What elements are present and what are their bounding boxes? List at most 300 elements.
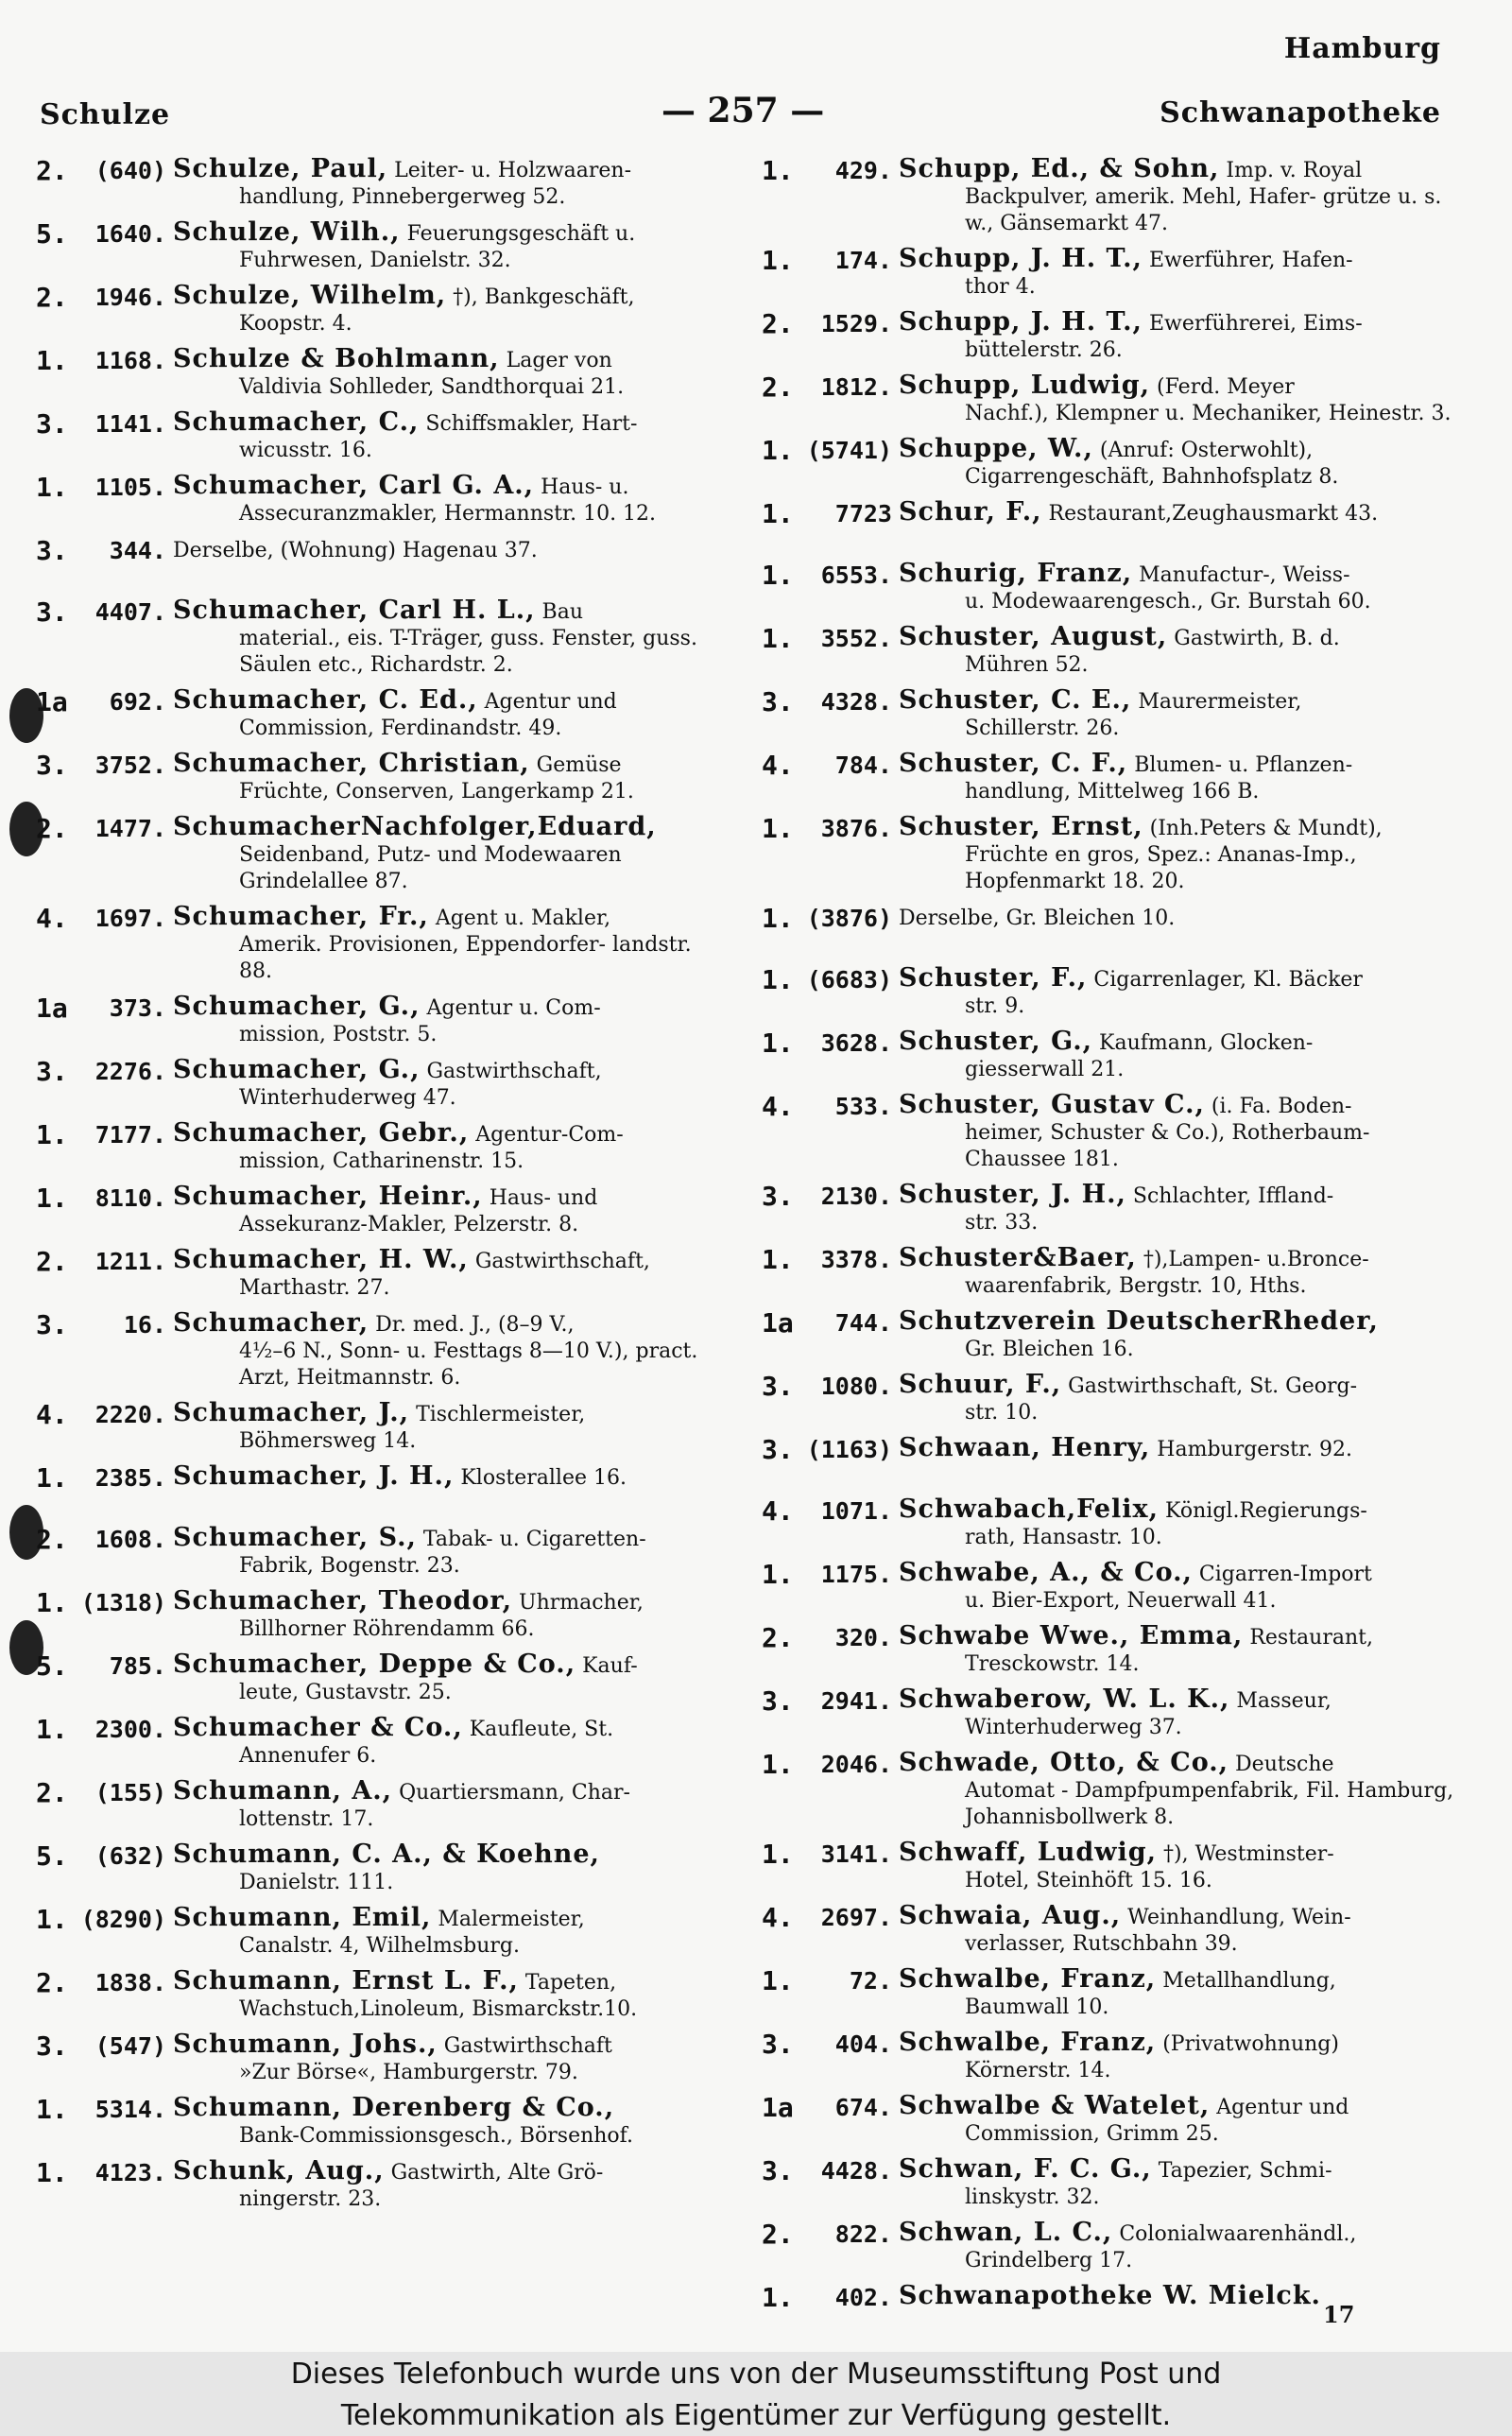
subscriber-description: Agent u. Makler,: [435, 907, 611, 930]
subscriber-name: Schwan, F. C. G.,: [899, 2154, 1152, 2184]
subscriber-name: Schumacher, Christian,: [173, 749, 530, 778]
subscriber-description: Kaufleute, St.: [469, 1718, 614, 1741]
exchange-number: 3.: [36, 1056, 68, 1087]
subscriber-description: Gastwirthschaft,: [474, 1250, 650, 1273]
subscriber-description: Gastwirth, Alte Grö-: [390, 2161, 604, 2185]
subscriber-address: Seidenband, Putz- und Modewaaren Grindelallee 87.: [239, 843, 622, 893]
subscriber-description: Masseur,: [1236, 1689, 1332, 1713]
exchange-number: 1.: [762, 498, 794, 529]
subscriber-address: str. 10.: [965, 1401, 1039, 1425]
phone-number: 1105.: [94, 474, 166, 501]
subscriber-address: verlasser, Rutschbahn 39.: [965, 1932, 1238, 1956]
subscriber-name: Schumacher, C. Ed.,: [173, 685, 478, 715]
exchange-number: 3.: [36, 750, 68, 781]
subscriber-name: Schuppe, W.,: [899, 434, 1093, 463]
subscriber-description: Colonialwaarenhändl.,: [1119, 2222, 1357, 2246]
directory-entry: [762, 814, 1456, 895]
subscriber-description: Agentur u. Com-: [426, 996, 601, 1020]
subscriber-name: Schumacher, S.,: [173, 1523, 417, 1552]
phone-number: 2300.: [94, 1716, 166, 1743]
subscriber-description: Agentur und: [1216, 2096, 1349, 2119]
exchange-number: 3.: [36, 408, 68, 440]
subscriber-address: Baumwall 10.: [965, 1995, 1109, 2019]
subscriber-address: Gr. Bleichen 16.: [965, 1338, 1134, 1361]
directory-entry: [36, 597, 726, 679]
subscriber-description: Tischlermeister,: [416, 1403, 586, 1426]
subscriber-address: rath, Hansastr. 10.: [965, 1526, 1162, 1549]
phone-number: 784.: [834, 752, 892, 779]
left-column: [36, 156, 726, 2221]
exchange-number: 1.: [762, 623, 794, 654]
phone-number: 1812.: [820, 373, 892, 401]
subscriber-address: material., eis. T-Träger, guss. Fenster, guss. Säulen etc., Richardstr. 2.: [239, 627, 697, 677]
subscriber-description: Gemüse: [536, 753, 622, 777]
subscriber-name: Schwabe, A., & Co.,: [899, 1558, 1193, 1587]
subscriber-address: Amerik. Provisionen, Eppendorfer- landstr. 88.: [239, 933, 692, 983]
phone-number: (6683): [806, 966, 892, 993]
exchange-number: 2.: [36, 813, 68, 844]
subscriber-address: Körnerstr. 14.: [965, 2059, 1111, 2082]
exchange-number: 1.: [762, 964, 794, 995]
sheet-number: 17: [1323, 2301, 1355, 2328]
directory-entry: [762, 561, 1456, 615]
subscriber-name: Schutzverein DeutscherRheder,: [899, 1306, 1379, 1336]
city-header: Hamburg: [1283, 32, 1441, 65]
subscriber-description: Gastwirthschaft,: [426, 1060, 602, 1083]
subscriber-description: Haus- und: [489, 1186, 598, 1210]
subscriber-address: u. Modewaarengesch., Gr. Burstah 60.: [965, 590, 1371, 613]
subscriber-address: Commission, Ferdinandstr. 49.: [239, 717, 562, 740]
phone-number: 7177.: [94, 1121, 166, 1149]
subscriber-name: Schuster, J. H.,: [899, 1180, 1126, 1209]
subscriber-address: »Zur Börse«, Hamburgerstr. 79.: [239, 2061, 578, 2084]
subscriber-address: Grindelberg 17.: [965, 2249, 1133, 2272]
exchange-number: 1.: [36, 1587, 68, 1618]
subscriber-description: Leiter- u. Holzwaaren-: [394, 159, 632, 182]
exchange-number: 2.: [762, 308, 794, 339]
phone-number: 3378.: [820, 1246, 892, 1273]
directory-entry: [36, 687, 726, 742]
subscriber-address: Böhmersweg 14.: [239, 1429, 417, 1453]
directory-entry: [36, 1651, 726, 1706]
subscriber-description: Maurermeister,: [1138, 690, 1302, 714]
subscriber-description: Tapezier, Schmi-: [1158, 2159, 1332, 2183]
subscriber-name: Schupp, Ed., & Sohn,: [899, 154, 1220, 183]
subscriber-address: str. 9.: [965, 994, 1025, 1018]
exchange-number: 2.: [762, 1622, 794, 1653]
phone-number: 4407.: [94, 598, 166, 626]
exchange-number: 1.: [762, 1839, 794, 1870]
subscriber-description: Metallhandlung,: [1162, 1969, 1336, 1993]
subscriber-description: Gastwirthschaft: [443, 2034, 612, 2058]
phone-number: 3752.: [94, 752, 166, 779]
directory-entry: [36, 1400, 726, 1455]
subscriber-address: 4½–6 N., Sonn- u. Festtags 8—10 V.), pract. Arzt, Heitmannstr. 6.: [239, 1339, 698, 1390]
phone-number: 3552.: [820, 625, 892, 652]
exchange-number: 1.: [762, 813, 794, 844]
subscriber-name: Schuster, C. F.,: [899, 749, 1128, 778]
exchange-number: 3.: [762, 1181, 794, 1212]
exchange-number: 4.: [762, 1495, 794, 1527]
subscriber-address: Nachf.), Klempner u. Mechaniker, Heinestr. 3.: [965, 402, 1452, 425]
subscriber-description: Derselbe, (Wohnung) Hagenau 37.: [173, 539, 538, 562]
directory-entry: [36, 1057, 726, 1112]
phone-number: 2046.: [820, 1751, 892, 1778]
phone-number: 822.: [834, 2220, 892, 2248]
directory-entry: [36, 1463, 726, 1516]
phone-number: 4428.: [820, 2157, 892, 2185]
exchange-number: 1.: [762, 1749, 794, 1780]
left-catchword: Schulze: [40, 98, 171, 131]
phone-number: (8290): [80, 1906, 166, 1933]
directory-entry: [762, 1028, 1456, 1083]
subscriber-address: Fuhrwesen, Danielstr. 32.: [239, 249, 511, 272]
exchange-number: 3.: [762, 2029, 794, 2060]
exchange-number: 1.: [762, 903, 794, 934]
phone-number: 320.: [834, 1624, 892, 1651]
directory-entry: [762, 436, 1456, 491]
subscriber-address: Früchte en gros, Spez.: Ananas-Imp., Hopfenmarkt 18. 20.: [965, 843, 1357, 893]
subscriber-description: Gastwirth, B. d.: [1174, 627, 1340, 650]
phone-number: 4123.: [94, 2159, 166, 2186]
subscriber-name: Schumann, Johs.,: [173, 2030, 438, 2059]
exchange-number: 1.: [36, 472, 68, 503]
subscriber-address: leute, Gustavstr. 25.: [239, 1681, 452, 1704]
subscriber-description: Königl.Regierungs-: [1165, 1499, 1367, 1523]
subscriber-name: Schwalbe & Watelet,: [899, 2091, 1211, 2120]
directory-entry: [36, 1183, 726, 1238]
directory-entry: [36, 1778, 726, 1833]
directory-entry: [762, 372, 1456, 427]
phone-number: 3876.: [820, 815, 892, 842]
phone-number: (5741): [806, 437, 892, 464]
subscriber-address: Fabrik, Bogenstr. 23.: [239, 1554, 460, 1578]
exchange-number: 2.: [36, 1524, 68, 1555]
directory-entry: [762, 624, 1456, 679]
phone-number: (632): [94, 1842, 166, 1870]
phone-number: 1175.: [820, 1561, 892, 1588]
subscriber-address: Koopstr. 4.: [239, 312, 352, 336]
subscriber-description: (i. Fa. Boden-: [1211, 1095, 1352, 1118]
subscriber-address: u. Bier-Export, Neuerwall 41.: [965, 1589, 1277, 1613]
phone-number: (3876): [806, 905, 892, 932]
exchange-number: 4.: [762, 750, 794, 781]
subscriber-description: Restaurant,Zeughausmarkt 43.: [1048, 502, 1379, 526]
subscriber-description: Dr. med. J., (8–9 V.,: [375, 1313, 575, 1337]
subscriber-name: Schumacher, Deppe & Co.,: [173, 1650, 576, 1679]
directory-entry: [762, 2093, 1456, 2148]
subscriber-description: Manufactur-, Weiss-: [1139, 563, 1350, 587]
exchange-number: 1.: [762, 435, 794, 466]
phone-number: (547): [94, 2032, 166, 2060]
phone-number: 1838.: [94, 1969, 166, 1996]
exchange-number: 3.: [762, 1434, 794, 1465]
subscriber-name: Schupp, J. H. T.,: [899, 307, 1143, 337]
subscriber-description: Quartiersmann, Char-: [399, 1781, 630, 1805]
directory-entry: [36, 751, 726, 805]
subscriber-name: Schwanapotheke W. Mielck.: [899, 2281, 1321, 2310]
subscriber-address: Marthastr. 27.: [239, 1276, 390, 1300]
subscriber-description: Feuerungsgeschäft u.: [406, 222, 636, 246]
footer-line-1: Dieses Telefonbuch wurde uns von der Museumsstiftung Post und: [290, 2358, 1222, 2391]
exchange-number: 4.: [36, 903, 68, 934]
subscriber-name: Schupp, Ludwig,: [899, 371, 1151, 400]
subscriber-description: Deutsche: [1235, 1753, 1334, 1776]
exchange-number: 4.: [762, 1902, 794, 1933]
directory-entry: [36, 1525, 726, 1580]
subscriber-name: Schulze & Bohlmann,: [173, 344, 500, 373]
subscriber-description: (Privatwohnung): [1162, 2032, 1339, 2056]
phone-number: 1080.: [820, 1373, 892, 1400]
subscriber-name: Schuster&Baer,: [899, 1243, 1137, 1272]
exchange-number: 1.: [762, 155, 794, 186]
directory-entry: [36, 814, 726, 895]
subscriber-name: Schupp, J. H. T.,: [899, 244, 1143, 273]
phone-number: 8110.: [94, 1184, 166, 1212]
subscriber-name: Schwade, Otto, & Co.,: [899, 1748, 1229, 1777]
directory-entry: [36, 156, 726, 211]
exchange-number: 2.: [36, 1777, 68, 1808]
phone-number: (1163): [806, 1436, 892, 1463]
exchange-number: 1.: [762, 2282, 794, 2313]
directory-entry: [762, 1903, 1456, 1958]
subscriber-description: Klosterallee 16.: [460, 1466, 627, 1490]
right-column: [762, 156, 1456, 2344]
subscriber-description: Imp. v. Royal: [1226, 159, 1363, 182]
subscriber-address: ningerstr. 23.: [239, 2187, 382, 2211]
directory-entry: [36, 473, 726, 527]
subscriber-name: SchumacherNachfolger,Eduard,: [173, 812, 657, 841]
subscriber-address: Canalstr. 4, Wilhelmsburg.: [239, 1934, 520, 1958]
directory-entry: [762, 2220, 1456, 2274]
exchange-number: 4.: [36, 1399, 68, 1430]
subscriber-name: Schumacher, Carl G. A.,: [173, 471, 535, 500]
directory-entry: [762, 904, 1456, 957]
directory-entry: [36, 1841, 726, 1896]
subscriber-description: Bau: [541, 600, 583, 624]
phone-number: 5314.: [94, 2096, 166, 2123]
subscriber-description: Lager von: [506, 349, 612, 372]
subscriber-name: Schumacher, G.,: [173, 1055, 421, 1084]
subscriber-address: Winterhuderweg 37.: [965, 1716, 1182, 1739]
exchange-number: 1.: [762, 245, 794, 276]
subscriber-name: Schwalbe, Franz,: [899, 1964, 1157, 1994]
phone-number: (1318): [80, 1589, 166, 1616]
directory-entry: [762, 965, 1456, 1020]
phone-number: 344.: [109, 537, 166, 564]
subscriber-address: waarenfabrik, Bergstr. 10, Hths.: [965, 1274, 1307, 1298]
subscriber-name: Schumacher, H. W.,: [173, 1245, 469, 1274]
exchange-number: 2.: [36, 1246, 68, 1277]
subscriber-address: Automat - Dampfpumpenfabrik, Fil. Hamburg, Johannisbollwerk 8.: [965, 1779, 1454, 1829]
subscriber-name: Schumacher, Theodor,: [173, 1586, 513, 1615]
directory-entry: [762, 1750, 1456, 1831]
directory-entry: [36, 1968, 726, 2023]
subscriber-name: Schwan, L. C.,: [899, 2218, 1113, 2247]
exchange-number: 1a: [762, 1307, 794, 1339]
subscriber-description: †), Bankgeschäft,: [453, 285, 635, 309]
subscriber-address: büttelerstr. 26.: [965, 338, 1123, 362]
exchange-number: 5.: [36, 1840, 68, 1872]
phone-number: 2697.: [820, 1904, 892, 1931]
subscriber-name: Schur, F.,: [899, 497, 1042, 527]
phone-number: 1946.: [94, 284, 166, 311]
exchange-number: 1.: [36, 1183, 68, 1214]
exchange-number: 5.: [36, 218, 68, 250]
subscriber-address: Annenufer 6.: [239, 1744, 377, 1768]
exchange-number: 1.: [36, 1119, 68, 1150]
exchange-number: 1.: [36, 1462, 68, 1494]
subscriber-name: Schumacher, J.,: [173, 1398, 410, 1427]
subscriber-description: Agentur-Com-: [475, 1123, 624, 1147]
subscriber-description: Cigarren-Import: [1198, 1563, 1372, 1586]
exchange-number: 1a: [762, 2092, 794, 2123]
subscriber-name: Schumacher, Carl H. L.,: [173, 596, 536, 625]
phone-number: 674.: [834, 2094, 892, 2121]
phone-number: (155): [94, 1779, 166, 1806]
subscriber-address: Assekuranz-Makler, Pelzerstr. 8.: [239, 1213, 579, 1236]
subscriber-name: Schuur, F.,: [899, 1370, 1062, 1399]
subscriber-name: Schwaia, Aug.,: [899, 1901, 1122, 1930]
subscriber-description: Gastwirthschaft, St. Georg-: [1068, 1374, 1358, 1398]
subscriber-description: Agentur und: [484, 690, 617, 714]
directory-entry: [762, 2156, 1456, 2211]
directory-entry: [36, 283, 726, 337]
subscriber-address: Cigarrengeschäft, Bahnhofsplatz 8.: [965, 465, 1339, 489]
subscriber-description: Derselbe, Gr. Bleichen 10.: [899, 907, 1176, 930]
phone-number: 4328.: [820, 688, 892, 716]
phone-number: 2220.: [94, 1401, 166, 1428]
subscriber-address: Früchte, Conserven, Langerkamp 21.: [239, 780, 634, 803]
phone-number: 7723: [834, 500, 892, 527]
directory-entry: [762, 1623, 1456, 1678]
subscriber-description: Restaurant,: [1249, 1626, 1373, 1650]
subscriber-address: Commission, Grimm 25.: [965, 2122, 1219, 2146]
subscriber-address: wicusstr. 16.: [239, 439, 372, 462]
subscriber-description: Weinhandlung, Wein-: [1127, 1906, 1351, 1929]
exchange-number: 1.: [762, 1244, 794, 1275]
phone-number: 744.: [834, 1309, 892, 1337]
directory-entry: [36, 1588, 726, 1643]
subscriber-name: Schuster, F.,: [899, 963, 1088, 993]
subscriber-address: Assecuranzmakler, Hermannstr. 10. 12.: [239, 502, 657, 526]
subscriber-description: Haus- u.: [541, 475, 629, 499]
directory-entry: [36, 219, 726, 274]
exchange-number: 1.: [36, 1904, 68, 1935]
directory-entry: [762, 751, 1456, 805]
subscriber-name: Schumacher, Fr.,: [173, 902, 429, 931]
subscriber-name: Schunk, Aug.,: [173, 2156, 385, 2185]
exchange-number: 5.: [36, 1650, 68, 1682]
directory-entry: [762, 1686, 1456, 1741]
subscriber-address: Hotel, Steinhöft 15. 16.: [965, 1869, 1212, 1892]
subscriber-name: Schuster, August,: [899, 622, 1168, 651]
directory-entry: [36, 346, 726, 401]
phone-number: 2276.: [94, 1058, 166, 1085]
subscriber-description: †), Westminster-: [1163, 1842, 1334, 1866]
phone-number: 1529.: [820, 310, 892, 337]
directory-entry: [36, 993, 726, 1048]
exchange-number: 3.: [36, 596, 68, 628]
directory-entry: [762, 499, 1456, 552]
subscriber-description: Ewerführerei, Eims-: [1148, 312, 1363, 336]
directory-entry: [36, 536, 726, 589]
phone-number: 3141.: [820, 1840, 892, 1868]
directory-entry: [36, 2031, 726, 2086]
directory-entry: [762, 1435, 1456, 1488]
subscriber-address: Mühren 52.: [965, 653, 1089, 677]
directory-entry: [762, 1496, 1456, 1551]
exchange-number: 1.: [762, 560, 794, 591]
subscriber-address: mission, Poststr. 5.: [239, 1023, 438, 1046]
phone-number: 72.: [849, 1967, 892, 1995]
subscriber-address: Bank-Commissionsgesch., Börsenhof.: [239, 2124, 634, 2148]
subscriber-name: Schuster, C. E.,: [899, 685, 1132, 715]
subscriber-description: Ewerführer, Hafen-: [1148, 249, 1353, 272]
subscriber-description: Tabak- u. Cigaretten-: [422, 1528, 646, 1551]
subscriber-name: Schuster, G.,: [899, 1027, 1093, 1056]
subscriber-description: Uhrmacher,: [519, 1591, 644, 1615]
exchange-number: 3.: [36, 535, 68, 566]
phone-number: 1211.: [94, 1248, 166, 1275]
subscriber-name: Schumacher, Gebr.,: [173, 1118, 470, 1148]
exchange-number: 1a: [36, 686, 68, 717]
subscriber-name: Schwaberow, W. L. K.,: [899, 1684, 1230, 1714]
exchange-number: 2.: [36, 155, 68, 186]
exchange-number: 1a: [36, 993, 68, 1024]
directory-entry: [762, 2030, 1456, 2084]
exchange-number: 2.: [762, 371, 794, 403]
subscriber-address: giesserwall 21.: [965, 1058, 1125, 1081]
subscriber-address: heimer, Schuster & Co.), Rotherbaum- Chaussee 181.: [965, 1121, 1370, 1171]
phone-number: 785.: [109, 1652, 166, 1680]
exchange-number: 1.: [762, 1559, 794, 1590]
directory-entry: [762, 1308, 1456, 1363]
phone-number: 1168.: [94, 347, 166, 374]
directory-entry: [36, 1247, 726, 1302]
subscriber-name: Schumann, A.,: [173, 1776, 393, 1805]
right-catchword: Schwanapotheke: [1160, 96, 1441, 130]
subscriber-address: Tresckowstr. 14.: [965, 1652, 1140, 1676]
directory-entry: [36, 1905, 726, 1960]
phone-number: 1697.: [94, 905, 166, 932]
subscriber-name: Schwalbe, Franz,: [899, 2028, 1157, 2057]
subscriber-description: Cigarrenlager, Kl. Bäcker: [1093, 968, 1363, 992]
directory-entry: [762, 1372, 1456, 1426]
subscriber-address: Danielstr. 111.: [239, 1871, 394, 1894]
subscriber-name: Schulze, Paul,: [173, 154, 388, 183]
directory-entry: [36, 1715, 726, 1770]
subscriber-name: Schwabach,Felix,: [899, 1494, 1160, 1524]
exchange-number: 3.: [762, 686, 794, 717]
phone-number: 1071.: [820, 1497, 892, 1525]
directory-entry: [762, 1092, 1456, 1173]
subscriber-description: Tapeten,: [524, 1971, 617, 1995]
directory-entry: [36, 1120, 726, 1175]
subscriber-description: Blumen- u. Pflanzen-: [1134, 753, 1353, 777]
subscriber-description: (Ferd. Meyer: [1157, 375, 1295, 399]
exchange-number: 3.: [36, 2030, 68, 2062]
subscriber-name: Schuster, Gustav C.,: [899, 1090, 1205, 1119]
exchange-number: 3.: [762, 1685, 794, 1717]
exchange-number: 1.: [762, 1965, 794, 1996]
subscriber-name: Schwabe Wwe., Emma,: [899, 1621, 1244, 1650]
directory-entry: [36, 409, 726, 464]
footer-notice: [0, 2352, 1512, 2436]
exchange-number: 3.: [762, 2155, 794, 2186]
subscriber-name: Schumacher & Co.,: [173, 1713, 463, 1742]
directory-entry: [762, 156, 1456, 237]
